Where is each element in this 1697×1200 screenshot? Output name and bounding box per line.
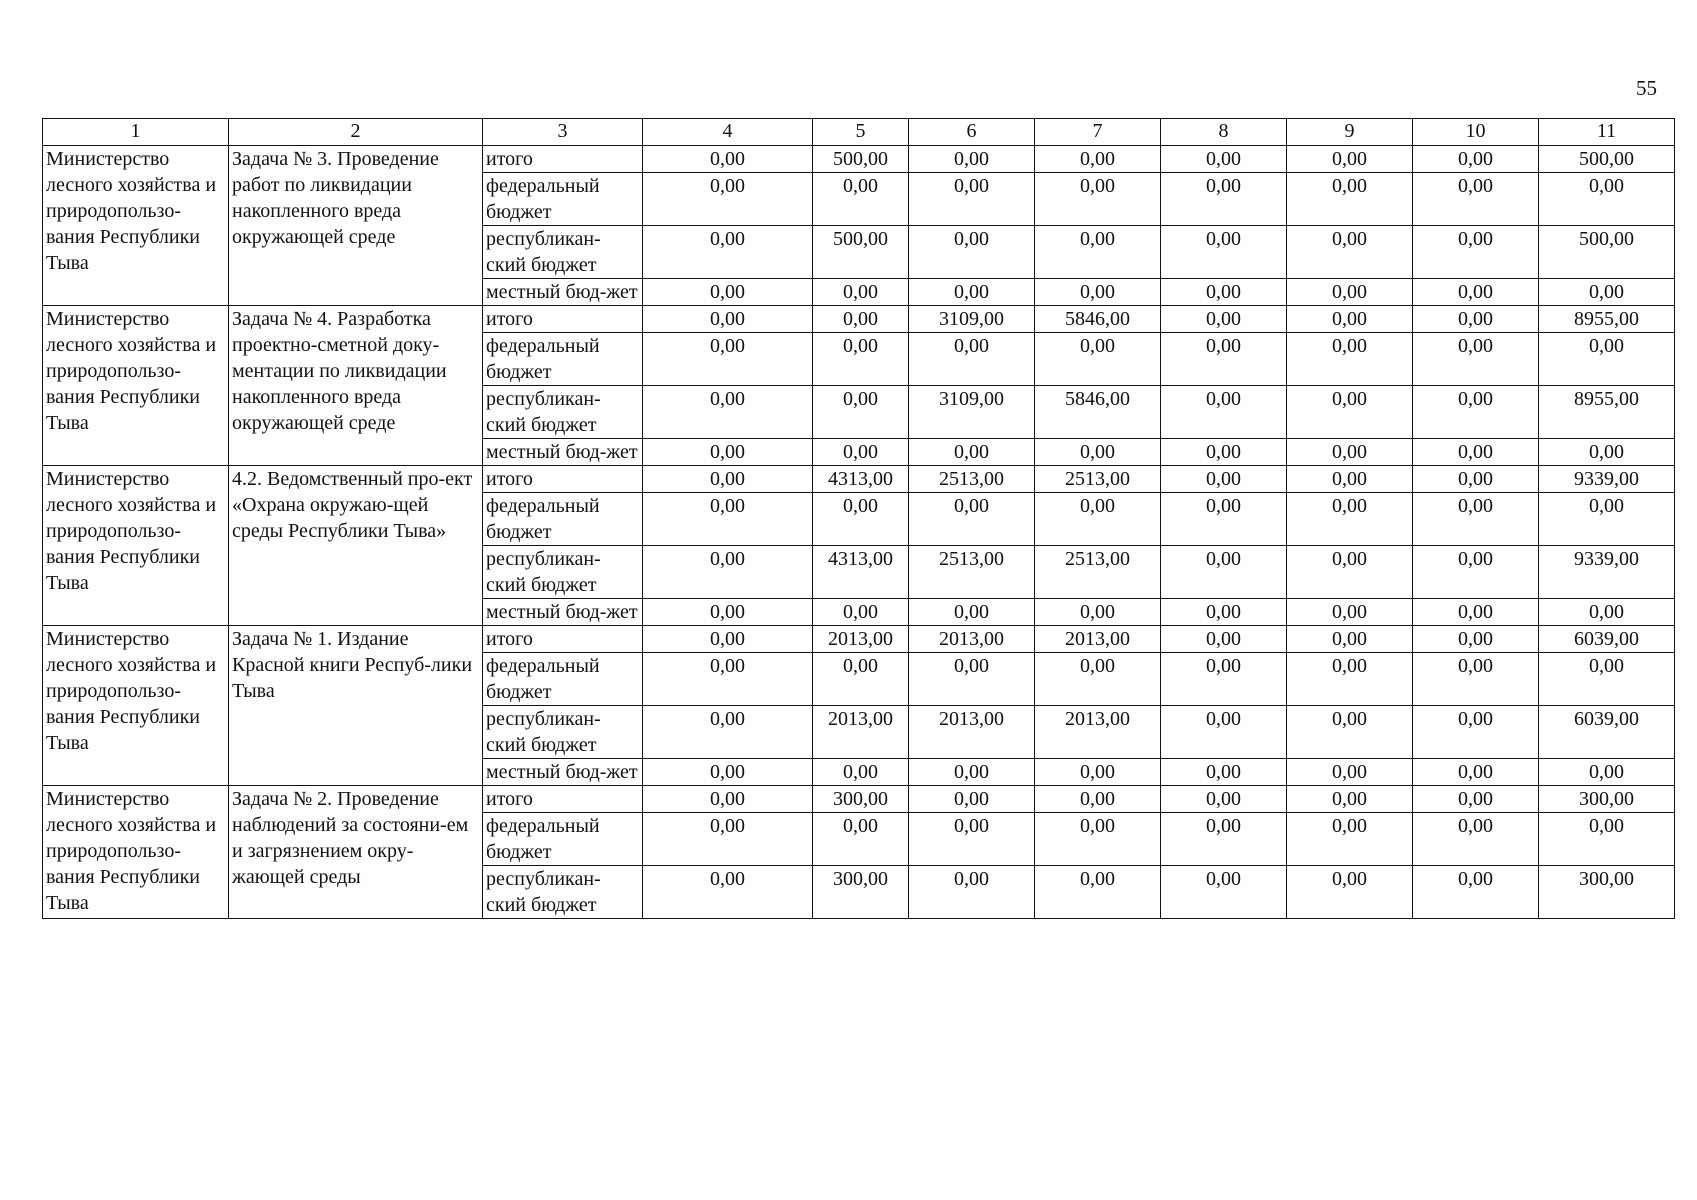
table-row <box>43 626 1675 653</box>
amount-cell: 0,00 <box>1287 466 1413 493</box>
amount-cell: 0,00 <box>1035 493 1161 546</box>
amount-cell: 300,00 <box>1539 866 1675 919</box>
table-row <box>43 146 1675 173</box>
amount-cell: 0,00 <box>1287 866 1413 919</box>
amount-cell: 8955,00 <box>1539 386 1675 439</box>
amount-cell: 0,00 <box>909 439 1035 466</box>
funding-source-cell: итого <box>483 466 643 493</box>
amount-cell: 0,00 <box>1161 599 1287 626</box>
amount-cell: 0,00 <box>1035 759 1161 786</box>
amount-cell: 0,00 <box>1287 333 1413 386</box>
funding-source-cell: местный бюд-жет <box>483 279 643 306</box>
amount-cell: 0,00 <box>1035 279 1161 306</box>
amount-cell: 0,00 <box>1287 813 1413 866</box>
amount-cell: 0,00 <box>1161 173 1287 226</box>
amount-cell: 0,00 <box>1287 173 1413 226</box>
amount-cell: 300,00 <box>1539 786 1675 813</box>
amount-cell: 0,00 <box>1539 173 1675 226</box>
executor-cell: Министерство лесного хозяйства и природопользо-вания Республики Тыва <box>43 306 229 466</box>
table-row <box>43 786 1675 813</box>
column-header: 6 <box>909 119 1035 146</box>
amount-cell: 0,00 <box>1413 599 1539 626</box>
amount-cell: 0,00 <box>1539 279 1675 306</box>
amount-cell: 0,00 <box>813 386 909 439</box>
amount-cell: 0,00 <box>909 599 1035 626</box>
amount-cell: 0,00 <box>1413 386 1539 439</box>
column-header: 2 <box>229 119 483 146</box>
amount-cell: 0,00 <box>643 173 813 226</box>
amount-cell: 5846,00 <box>1035 306 1161 333</box>
table-body <box>43 146 1675 919</box>
column-number-row <box>43 119 1675 146</box>
amount-cell: 0,00 <box>643 439 813 466</box>
amount-cell: 2013,00 <box>1035 706 1161 759</box>
funding-source-cell: федеральный бюджет <box>483 493 643 546</box>
amount-cell: 0,00 <box>1161 439 1287 466</box>
amount-cell: 0,00 <box>1287 226 1413 279</box>
amount-cell: 0,00 <box>813 599 909 626</box>
amount-cell: 0,00 <box>1161 546 1287 599</box>
amount-cell: 0,00 <box>1035 866 1161 919</box>
amount-cell: 0,00 <box>909 813 1035 866</box>
amount-cell: 0,00 <box>909 279 1035 306</box>
amount-cell: 2013,00 <box>909 706 1035 759</box>
amount-cell: 0,00 <box>1287 626 1413 653</box>
amount-cell: 2013,00 <box>813 626 909 653</box>
amount-cell: 2013,00 <box>1035 626 1161 653</box>
funding-source-cell: федеральный бюджет <box>483 653 643 706</box>
amount-cell: 0,00 <box>1161 866 1287 919</box>
amount-cell: 0,00 <box>1287 279 1413 306</box>
funding-source-cell: федеральный бюджет <box>483 173 643 226</box>
funding-source-cell: местный бюд-жет <box>483 759 643 786</box>
amount-cell: 0,00 <box>909 493 1035 546</box>
amount-cell: 2513,00 <box>909 546 1035 599</box>
amount-cell: 0,00 <box>813 759 909 786</box>
amount-cell: 0,00 <box>813 813 909 866</box>
funding-source-cell: республикан-ский бюджет <box>483 546 643 599</box>
amount-cell: 0,00 <box>643 759 813 786</box>
amount-cell: 0,00 <box>1413 279 1539 306</box>
amount-cell: 0,00 <box>1161 626 1287 653</box>
amount-cell: 0,00 <box>1161 466 1287 493</box>
amount-cell: 0,00 <box>1161 279 1287 306</box>
amount-cell: 0,00 <box>1035 146 1161 173</box>
amount-cell: 0,00 <box>813 653 909 706</box>
amount-cell: 0,00 <box>909 146 1035 173</box>
amount-cell: 0,00 <box>909 173 1035 226</box>
amount-cell: 0,00 <box>643 333 813 386</box>
amount-cell: 0,00 <box>1413 226 1539 279</box>
amount-cell: 0,00 <box>909 759 1035 786</box>
amount-cell: 0,00 <box>1161 333 1287 386</box>
amount-cell: 0,00 <box>909 866 1035 919</box>
amount-cell: 0,00 <box>1161 653 1287 706</box>
amount-cell: 0,00 <box>1539 759 1675 786</box>
column-header: 3 <box>483 119 643 146</box>
table-row <box>43 306 1675 333</box>
amount-cell: 0,00 <box>643 706 813 759</box>
amount-cell: 4313,00 <box>813 546 909 599</box>
funding-source-cell: республикан-ский бюджет <box>483 866 643 919</box>
amount-cell: 6039,00 <box>1539 626 1675 653</box>
funding-source-cell: республикан-ский бюджет <box>483 386 643 439</box>
amount-cell: 0,00 <box>909 226 1035 279</box>
amount-cell: 0,00 <box>1287 706 1413 759</box>
funding-source-cell: республикан-ский бюджет <box>483 226 643 279</box>
funding-source-cell: республикан-ский бюджет <box>483 706 643 759</box>
amount-cell: 0,00 <box>1035 653 1161 706</box>
funding-source-cell: итого <box>483 786 643 813</box>
amount-cell: 300,00 <box>813 786 909 813</box>
funding-source-cell: итого <box>483 306 643 333</box>
amount-cell: 0,00 <box>1287 786 1413 813</box>
table-row <box>43 466 1675 493</box>
amount-cell: 0,00 <box>1413 759 1539 786</box>
amount-cell: 0,00 <box>1161 493 1287 546</box>
amount-cell: 500,00 <box>1539 146 1675 173</box>
funding-source-cell: итого <box>483 626 643 653</box>
column-header: 7 <box>1035 119 1161 146</box>
amount-cell: 2513,00 <box>1035 546 1161 599</box>
amount-cell: 0,00 <box>1161 146 1287 173</box>
task-cell: Задача № 4. Разработка проектно-сметной доку-ментации по ликвидации накопленного вреда окружающей среде <box>229 306 483 466</box>
amount-cell: 6039,00 <box>1539 706 1675 759</box>
amount-cell: 0,00 <box>1413 146 1539 173</box>
amount-cell: 0,00 <box>643 493 813 546</box>
amount-cell: 2013,00 <box>909 626 1035 653</box>
amount-cell: 500,00 <box>1539 226 1675 279</box>
amount-cell: 0,00 <box>643 866 813 919</box>
task-cell: Задача № 1. Издание Красной книги Респуб-лики Тыва <box>229 626 483 786</box>
amount-cell: 0,00 <box>1161 306 1287 333</box>
amount-cell: 0,00 <box>1539 599 1675 626</box>
amount-cell: 0,00 <box>813 333 909 386</box>
amount-cell: 0,00 <box>1539 813 1675 866</box>
amount-cell: 0,00 <box>643 279 813 306</box>
amount-cell: 0,00 <box>1413 813 1539 866</box>
amount-cell: 0,00 <box>1539 653 1675 706</box>
funding-source-cell: федеральный бюджет <box>483 813 643 866</box>
amount-cell: 0,00 <box>643 226 813 279</box>
column-header: 11 <box>1539 119 1675 146</box>
amount-cell: 0,00 <box>813 306 909 333</box>
column-header: 1 <box>43 119 229 146</box>
amount-cell: 0,00 <box>1287 546 1413 599</box>
amount-cell: 5846,00 <box>1035 386 1161 439</box>
amount-cell: 0,00 <box>1287 653 1413 706</box>
amount-cell: 3109,00 <box>909 386 1035 439</box>
amount-cell: 0,00 <box>643 306 813 333</box>
amount-cell: 0,00 <box>1161 786 1287 813</box>
amount-cell: 0,00 <box>1287 306 1413 333</box>
amount-cell: 0,00 <box>643 599 813 626</box>
budget-table <box>42 118 1675 919</box>
amount-cell: 500,00 <box>813 146 909 173</box>
executor-cell: Министерство лесного хозяйства и природопользо-вания Республики Тыва <box>43 626 229 786</box>
column-header: 5 <box>813 119 909 146</box>
amount-cell: 0,00 <box>1287 599 1413 626</box>
amount-cell: 0,00 <box>909 333 1035 386</box>
amount-cell: 4313,00 <box>813 466 909 493</box>
amount-cell: 2013,00 <box>813 706 909 759</box>
amount-cell: 0,00 <box>643 386 813 439</box>
amount-cell: 0,00 <box>1413 466 1539 493</box>
amount-cell: 0,00 <box>1035 439 1161 466</box>
amount-cell: 300,00 <box>813 866 909 919</box>
executor-cell: Министерство лесного хозяйства и природопользо-вания Республики Тыва <box>43 786 229 919</box>
amount-cell: 0,00 <box>1413 306 1539 333</box>
amount-cell: 0,00 <box>1287 386 1413 439</box>
funding-source-cell: федеральный бюджет <box>483 333 643 386</box>
amount-cell: 0,00 <box>1035 226 1161 279</box>
amount-cell: 0,00 <box>1539 493 1675 546</box>
amount-cell: 0,00 <box>1161 706 1287 759</box>
amount-cell: 0,00 <box>643 466 813 493</box>
amount-cell: 0,00 <box>1413 439 1539 466</box>
amount-cell: 0,00 <box>1413 653 1539 706</box>
amount-cell: 0,00 <box>1035 786 1161 813</box>
amount-cell: 0,00 <box>1413 786 1539 813</box>
column-header: 4 <box>643 119 813 146</box>
amount-cell: 500,00 <box>813 226 909 279</box>
amount-cell: 0,00 <box>813 279 909 306</box>
amount-cell: 0,00 <box>1035 173 1161 226</box>
amount-cell: 0,00 <box>1413 173 1539 226</box>
funding-source-cell: местный бюд-жет <box>483 599 643 626</box>
amount-cell: 0,00 <box>909 653 1035 706</box>
amount-cell: 9339,00 <box>1539 546 1675 599</box>
amount-cell: 0,00 <box>1539 439 1675 466</box>
amount-cell: 0,00 <box>643 653 813 706</box>
amount-cell: 0,00 <box>1539 333 1675 386</box>
amount-cell: 0,00 <box>1035 599 1161 626</box>
column-header: 8 <box>1161 119 1287 146</box>
amount-cell: 0,00 <box>813 493 909 546</box>
task-cell: Задача № 3. Проведение работ по ликвидации накопленного вреда окружающей среде <box>229 146 483 306</box>
amount-cell: 0,00 <box>643 626 813 653</box>
executor-cell: Министерство лесного хозяйства и природопользо-вания Республики Тыва <box>43 146 229 306</box>
column-header: 10 <box>1413 119 1539 146</box>
amount-cell: 0,00 <box>1287 759 1413 786</box>
amount-cell: 0,00 <box>643 813 813 866</box>
amount-cell: 9339,00 <box>1539 466 1675 493</box>
amount-cell: 0,00 <box>813 173 909 226</box>
amount-cell: 0,00 <box>643 146 813 173</box>
amount-cell: 3109,00 <box>909 306 1035 333</box>
amount-cell: 0,00 <box>1161 759 1287 786</box>
amount-cell: 0,00 <box>1413 493 1539 546</box>
amount-cell: 0,00 <box>1161 226 1287 279</box>
task-cell: 4.2. Ведомственный про-ект «Охрана окружаю-щей среды Республики Тыва» <box>229 466 483 626</box>
amount-cell: 0,00 <box>1035 333 1161 386</box>
page-number: 55 <box>1636 76 1657 100</box>
column-header: 9 <box>1287 119 1413 146</box>
amount-cell: 0,00 <box>643 546 813 599</box>
amount-cell: 0,00 <box>1287 439 1413 466</box>
amount-cell: 2513,00 <box>1035 466 1161 493</box>
executor-cell: Министерство лесного хозяйства и природопользо-вания Республики Тыва <box>43 466 229 626</box>
amount-cell: 2513,00 <box>909 466 1035 493</box>
funding-source-cell: итого <box>483 146 643 173</box>
amount-cell: 0,00 <box>643 786 813 813</box>
amount-cell: 0,00 <box>909 786 1035 813</box>
amount-cell: 0,00 <box>1161 813 1287 866</box>
funding-source-cell: местный бюд-жет <box>483 439 643 466</box>
task-cell: Задача № 2. Проведение наблюдений за состояни-ем и загрязнением окру-жающей среды <box>229 786 483 919</box>
amount-cell: 0,00 <box>1035 813 1161 866</box>
amount-cell: 0,00 <box>1287 146 1413 173</box>
amount-cell: 8955,00 <box>1539 306 1675 333</box>
amount-cell: 0,00 <box>1413 546 1539 599</box>
amount-cell: 0,00 <box>1413 866 1539 919</box>
amount-cell: 0,00 <box>813 439 909 466</box>
amount-cell: 0,00 <box>1413 333 1539 386</box>
amount-cell: 0,00 <box>1413 706 1539 759</box>
amount-cell: 0,00 <box>1413 626 1539 653</box>
amount-cell: 0,00 <box>1161 386 1287 439</box>
amount-cell: 0,00 <box>1287 493 1413 546</box>
